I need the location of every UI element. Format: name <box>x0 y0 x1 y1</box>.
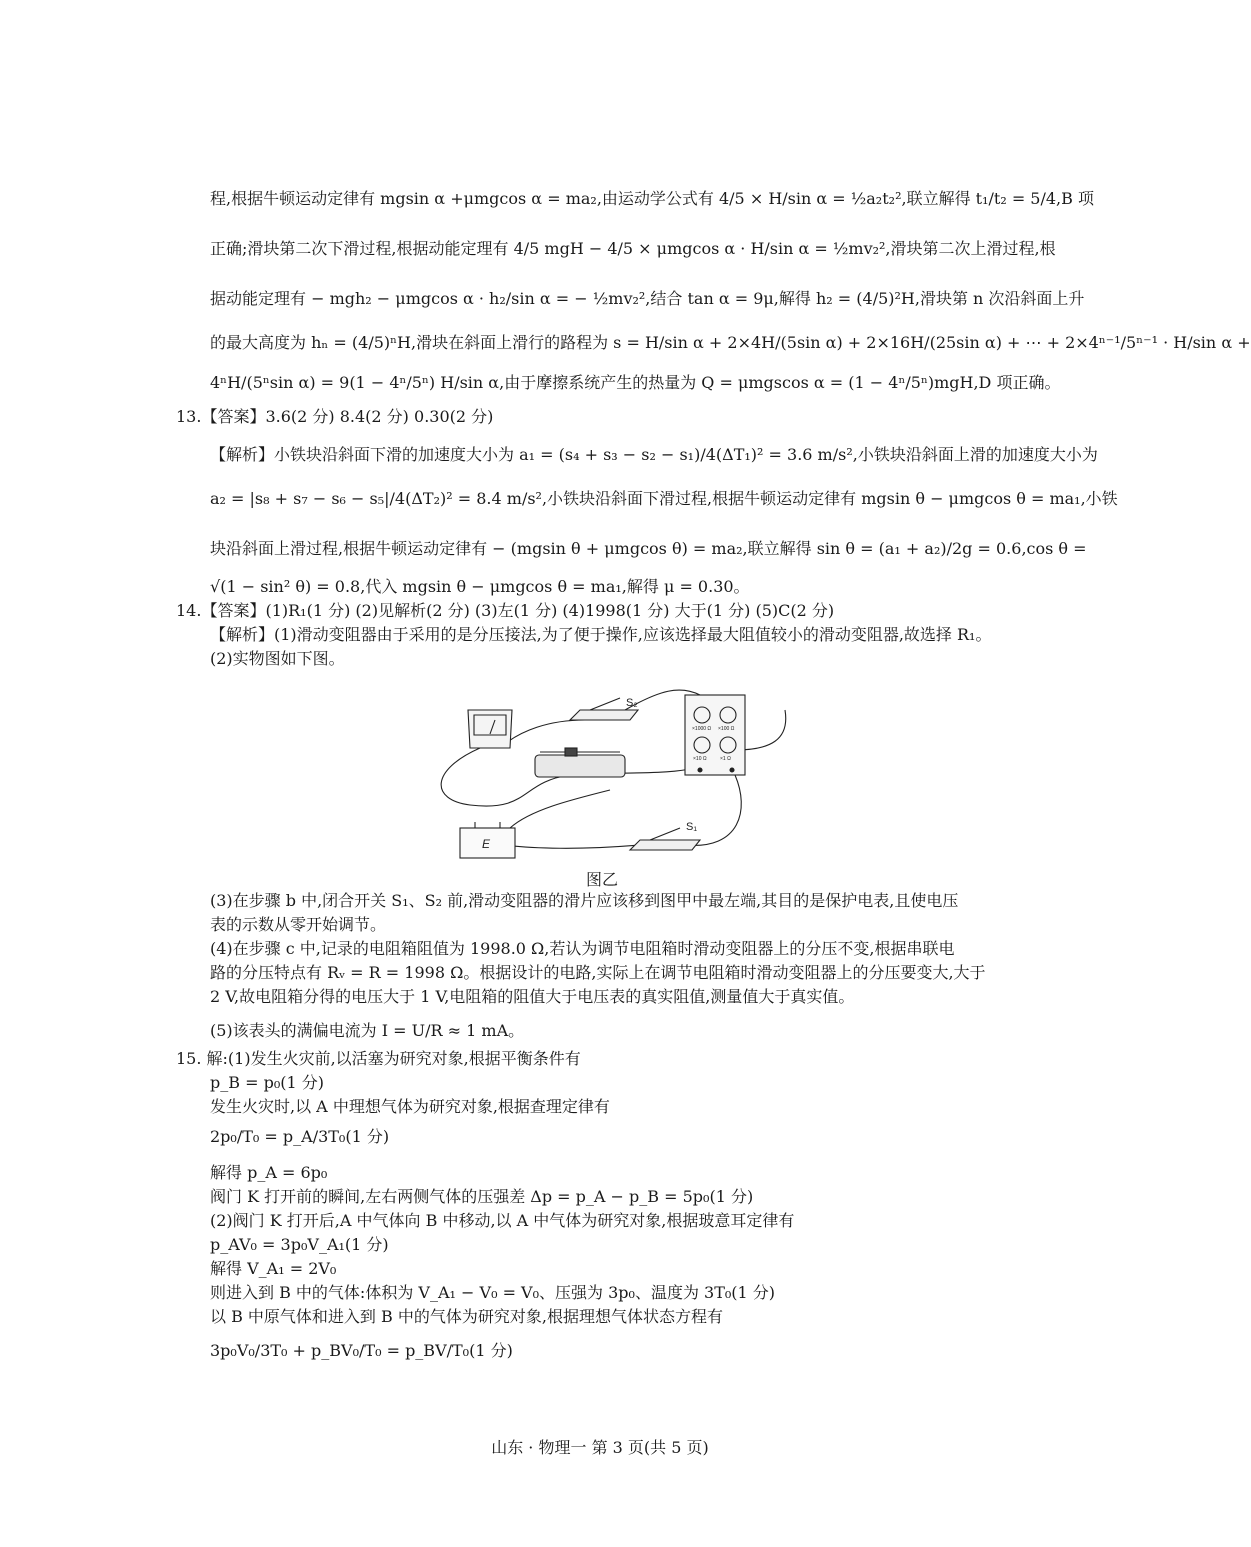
text-line: 3p₀V₀/3T₀ + p_BV₀/T₀ = p_BV/T₀(1 分) <box>210 1341 513 1360</box>
text-line: 程,根据牛顿运动定律有 mgsin α +μmgcos α = ma₂,由运动学公式有 4/5 × H/sin α = ½a₂t₂²,联立解得 t₁/t₂ = 5/4,B 项 <box>210 189 1094 208</box>
text-line: 的最大高度为 hₙ = (4/5)ⁿH,滑块在斜面上滑行的路程为 s = H/sin α + 2×4H/(5sin α) + 2×16H/(25sin α) + ⋯ + 2×4ⁿ⁻¹/5ⁿ⁻¹ · H/sin α + <box>210 333 1251 352</box>
answer-15: 15. 解:(1)发生火灾前,以活塞为研究对象,根据平衡条件有 <box>176 1049 581 1068</box>
box-x1-label: ×1 Ω <box>720 756 731 762</box>
text-line: 解得 p_A = 6p₀ <box>210 1163 328 1182</box>
text-line: 4ⁿH/(5ⁿsin α) = 9(1 − 4ⁿ/5ⁿ) H/sin α,由于摩擦系统产生的热量为 Q = μmgscos α = (1 − 4ⁿ/5ⁿ)mgH,D 项正确。 <box>210 373 1061 392</box>
switch-s1-label: S₁ <box>686 821 698 833</box>
text-line: 块沿斜面上滑过程,根据牛顿运动定律有 − (mgsin θ + μmgcos θ) = ma₂,联立解得 sin θ = (a₁ + a₂)/2g = 0.6,cos θ = <box>210 539 1087 558</box>
text-line: 2p₀/T₀ = p_A/3T₀(1 分) <box>210 1127 390 1146</box>
text-line: p_AV₀ = 3p₀V_A₁(1 分) <box>210 1235 389 1254</box>
text-line: 【解析】(1)滑动变阻器由于采用的是分压接法,为了便于操作,应该选择最大阻值较小的滑动变阻器,故选择 R₁。 <box>210 625 992 644</box>
text-line: 发生火灾时,以 A 中理想气体为研究对象,根据查理定律有 <box>210 1097 610 1116</box>
text-line: (2)阀门 K 打开后,A 中气体向 B 中移动,以 A 中气体为研究对象,根据玻意耳定律有 <box>210 1211 795 1230</box>
answer-14: 14.【答案】(1)R₁(1 分) (2)见解析(2 分) (3)左(1 分) (4)1998(1 分) 大于(1 分) (5)C(2 分) <box>176 601 835 620</box>
battery-label: E <box>482 837 491 851</box>
circuit-figure <box>430 690 790 860</box>
switch-s2-label: S₂ <box>626 697 638 709</box>
text-line: p_B = p₀(1 分) <box>210 1073 324 1092</box>
answer-13: 13.【答案】3.6(2 分) 8.4(2 分) 0.30(2 分) <box>176 407 494 426</box>
page-footer: 山东 · 物理一 第 3 页(共 5 页) <box>491 1438 709 1457</box>
text-line: 解得 V_A₁ = 2V₀ <box>210 1259 337 1278</box>
text-line: 则进入到 B 中的气体:体积为 V_A₁ − V₀ = V₀、压强为 3p₀、温度为 3T₀(1 分) <box>210 1283 776 1302</box>
text-line: 正确;滑块第二次下滑过程,根据动能定理有 4/5 mgH − 4/5 × μmgcos α · H/sin α = ½mv₂²,滑块第二次上滑过程,根 <box>210 239 1056 258</box>
text-line: 阀门 K 打开前的瞬间,左右两侧气体的压强差 Δp = p_A − p_B = 5p₀(1 分) <box>210 1187 754 1206</box>
box-x1000-label: ×1000 Ω <box>692 726 712 732</box>
box-x100-label: ×100 Ω <box>718 726 735 732</box>
text-line: 路的分压特点有 Rᵥ = R = 1998 Ω。根据设计的电路,实际上在调节电阻箱时滑动变阻器上的分压要变大,大于 <box>210 963 986 982</box>
text-line: (4)在步骤 c 中,记录的电阻箱阻值为 1998.0 Ω,若认为调节电阻箱时滑动变阻器上的分压不变,根据串联电 <box>210 939 955 958</box>
box-x10-label: ×10 Ω <box>693 756 707 762</box>
text-line: 表的示数从零开始调节。 <box>210 915 387 934</box>
text-line: a₂ = |s₈ + s₇ − s₆ − s₅|/4(ΔT₂)² = 8.4 m/s²,小铁块沿斜面下滑过程,根据牛顿运动定律有 mgsin θ − μmgcos θ = ma₁,小铁 <box>210 489 1118 508</box>
text-line: (2)实物图如下图。 <box>210 649 345 668</box>
figure-caption: 图乙 <box>586 870 619 889</box>
text-line: 据动能定理有 − mgh₂ − μmgcos α · h₂/sin α = − ½mv₂²,结合 tan α = 9μ,解得 h₂ = (4/5)²H,滑块第 n 次沿斜面上升 <box>210 289 1085 308</box>
text-line: 以 B 中原气体和进入到 B 中的气体为研究对象,根据理想气体状态方程有 <box>210 1307 723 1326</box>
text-line: (3)在步骤 b 中,闭合开关 S₁、S₂ 前,滑动变阻器的滑片应该移到图甲中最左端,其目的是保护电表,且使电压 <box>210 891 959 910</box>
text-line: 【解析】小铁块沿斜面下滑的加速度大小为 a₁ = (s₄ + s₃ − s₂ − s₁)/4(ΔT₁)² = 3.6 m/s²,小铁块沿斜面上滑的加速度大小为 <box>210 445 1098 464</box>
text-line: 2 V,故电阻箱分得的电压大于 1 V,电阻箱的阻值大于电压表的真实阻值,测量值大于真实值。 <box>210 987 855 1006</box>
text-line: (5)该表头的满偏电流为 I = U/R ≈ 1 mA。 <box>210 1021 525 1040</box>
text-line: √(1 − sin² θ) = 0.8,代入 mgsin θ − μmgcos θ = ma₁,解得 μ = 0.30。 <box>210 577 750 596</box>
